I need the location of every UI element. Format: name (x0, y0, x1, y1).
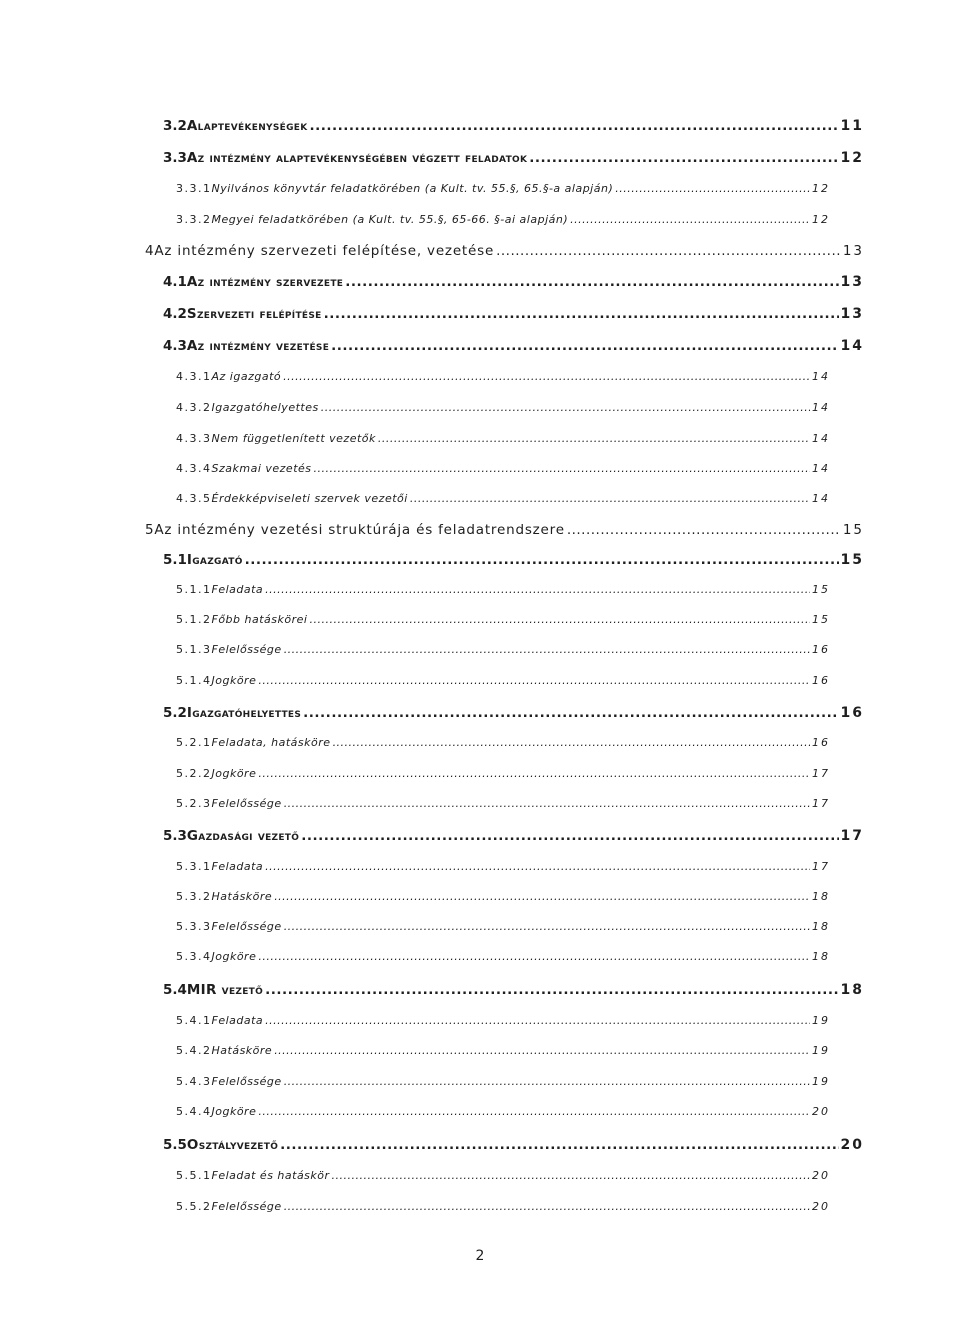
toc-title: Jogköre (211, 950, 257, 963)
toc-title: Az intézmény szervezete (186, 274, 344, 290)
toc-entry[interactable] (176, 1044, 830, 1057)
toc-number: 5.2.2 (176, 767, 212, 780)
toc-entry[interactable] (176, 1014, 830, 1027)
toc-entry[interactable] (176, 736, 830, 749)
toc-title: Az intézmény alaptevékenységében végzett feladatok (186, 150, 528, 166)
toc-leader (309, 118, 838, 134)
toc-title: Jogköre (211, 674, 257, 687)
toc-number: 5.1.4 (176, 674, 212, 687)
toc-entry[interactable] (176, 950, 830, 963)
toc-leader (245, 552, 839, 568)
toc-entry[interactable] (176, 860, 830, 873)
toc-page: 18 (812, 890, 830, 903)
toc-entry[interactable] (163, 1137, 864, 1153)
toc-entry[interactable] (163, 828, 864, 844)
toc-page: 15 (840, 552, 864, 568)
toc-page: 17 (840, 828, 864, 844)
toc-page: 14 (840, 338, 864, 354)
toc-entry[interactable] (176, 1105, 830, 1118)
toc-number: 5.2.3 (176, 797, 212, 810)
toc-title: Hatásköre (211, 890, 273, 903)
toc-page: 15 (842, 522, 864, 538)
toc-leader (324, 306, 839, 322)
toc-entry[interactable] (163, 118, 864, 134)
toc-page: 18 (812, 920, 830, 933)
toc-page: 19 (812, 1014, 830, 1027)
toc-title: Hatásköre (211, 1044, 273, 1057)
toc-leader (410, 492, 810, 505)
toc-title: Az igazgató (211, 370, 282, 383)
toc-number: 3.3 (163, 150, 187, 166)
toc-page: 17 (812, 797, 830, 810)
toc-page: 20 (812, 1169, 830, 1182)
toc-leader (274, 890, 810, 903)
toc-leader (274, 1044, 810, 1057)
toc-leader (332, 1169, 810, 1182)
toc-number: 5 (145, 522, 155, 538)
toc-number: 4.3 (163, 338, 187, 354)
toc-number: 4.3.2 (176, 401, 212, 414)
toc-page: 17 (812, 767, 830, 780)
toc-number: 5.4 (163, 982, 187, 998)
toc-entry[interactable] (176, 492, 830, 505)
toc-page: 20 (812, 1200, 830, 1213)
toc-number: 4.3.5 (176, 492, 212, 505)
toc-title: Feladata (211, 583, 264, 596)
toc-leader (258, 1105, 810, 1118)
toc-entry[interactable] (163, 150, 864, 166)
toc-number: 5.5 (163, 1137, 187, 1153)
toc-leader (333, 736, 810, 749)
toc-number: 5.2 (163, 705, 187, 721)
toc-entry[interactable] (176, 1169, 830, 1182)
toc-entry[interactable] (163, 306, 864, 322)
toc-page: 16 (840, 705, 864, 721)
toc-title: Nem függetlenített vezetők (211, 432, 376, 445)
toc-title: Az intézmény vezetése (186, 338, 330, 354)
toc-page: 19 (812, 1044, 830, 1057)
toc-title: Felelőssége (211, 797, 282, 810)
toc-number: 4 (145, 243, 155, 259)
toc-number: 5.1.3 (176, 643, 212, 656)
toc-page: 13 (842, 243, 864, 259)
toc-number: 3.2 (163, 118, 187, 134)
toc-page: 18 (840, 982, 864, 998)
toc-title: Felelőssége (211, 920, 282, 933)
toc-number: 4.3.3 (176, 432, 212, 445)
toc-entry[interactable] (163, 982, 864, 998)
toc-entry[interactable] (163, 274, 864, 290)
toc-leader (265, 982, 838, 998)
toc-leader (265, 583, 810, 596)
toc-number: 5.4.4 (176, 1105, 212, 1118)
toc-number: 5.4.1 (176, 1014, 212, 1027)
toc-page: 19 (812, 1075, 830, 1088)
toc-title: Nyilvános könyvtár feladatkörében (a Kult. tv. 55.§, 65.§-a alapján) (211, 182, 614, 195)
toc-title: Felelőssége (211, 1075, 282, 1088)
toc-page: 14 (812, 492, 830, 505)
toc-leader (309, 613, 810, 626)
toc-title: Feladata, hatásköre (211, 736, 331, 749)
toc-title: Feladat és hatáskör (211, 1169, 330, 1182)
toc-leader (615, 182, 810, 195)
toc-number: 4.2 (163, 306, 187, 322)
toc-leader (529, 150, 838, 166)
toc-title: Megyei feladatkörében (a Kult. tv. 55.§, 65-66. §-ai alapján) (211, 213, 569, 226)
toc-page: 17 (812, 860, 830, 873)
toc-leader (265, 860, 810, 873)
toc-leader (258, 767, 810, 780)
toc-leader (280, 1137, 838, 1153)
toc-title: Szervezeti felépítése (186, 306, 322, 322)
toc-title: Feladata (211, 860, 264, 873)
toc-leader (258, 950, 810, 963)
toc-page: 16 (812, 736, 830, 749)
toc-number: 4.1 (163, 274, 187, 290)
toc-leader (284, 643, 810, 656)
toc-leader (284, 920, 810, 933)
toc-title: Érdekképviseleti szervek vezetői (211, 492, 408, 505)
toc-title: Az intézmény vezetési struktúrája és feladatrendszere (154, 522, 565, 538)
toc-entry[interactable] (163, 338, 864, 354)
toc-title: Felelőssége (211, 1200, 282, 1213)
toc-leader (301, 828, 838, 844)
toc-leader (265, 1014, 810, 1027)
toc-entry[interactable] (176, 370, 830, 383)
toc-leader (283, 370, 810, 383)
toc-title: Igazgatóhelyettes (211, 401, 319, 414)
toc-number: 5.1.1 (176, 583, 212, 596)
toc-entry[interactable] (176, 401, 830, 414)
toc-title: Igazgatóhelyettes (186, 705, 302, 721)
toc-title: Gazdasági vezető (186, 828, 300, 844)
toc-page: 12 (840, 150, 864, 166)
toc-title: Főbb hatáskörei (211, 613, 308, 626)
toc-title: Osztályvezető (186, 1137, 279, 1153)
toc-number: 4.3.4 (176, 462, 212, 475)
toc-entry[interactable] (176, 583, 830, 596)
toc-number: 3.3.2 (176, 213, 212, 226)
toc-page: 16 (812, 643, 830, 656)
toc-entry[interactable] (163, 705, 864, 721)
toc-page: 16 (812, 674, 830, 687)
toc-leader (284, 1200, 810, 1213)
toc-number: 5.1.2 (176, 613, 212, 626)
toc-page: 14 (812, 401, 830, 414)
toc-entry[interactable] (176, 797, 830, 810)
toc-title: Jogköre (211, 1105, 257, 1118)
toc-page: 14 (812, 462, 830, 475)
toc-page: 12 (812, 182, 830, 195)
toc-number: 5.1 (163, 552, 187, 568)
toc-number: 5.3 (163, 828, 187, 844)
toc-number: 5.5.2 (176, 1200, 212, 1213)
toc-number: 5.4.3 (176, 1075, 212, 1088)
toc-title: Szakmai vezetés (211, 462, 312, 475)
toc-leader (378, 432, 810, 445)
toc-leader (321, 401, 810, 414)
toc-title: Feladata (211, 1014, 264, 1027)
toc-number: 5.4.2 (176, 1044, 212, 1057)
toc-leader (570, 213, 810, 226)
toc-title: Jogköre (211, 767, 257, 780)
toc-entry[interactable] (176, 432, 830, 445)
toc-page: 13 (840, 306, 864, 322)
toc-title: Alaptevékenységek (186, 118, 308, 134)
toc-title: Az intézmény szervezeti felépítése, vezetése (154, 243, 495, 259)
toc-page: 20 (840, 1137, 864, 1153)
toc-leader (496, 243, 841, 259)
toc-entry[interactable] (145, 522, 864, 538)
page-number: 2 (475, 1248, 485, 1264)
toc-entry[interactable] (176, 1200, 830, 1213)
toc-number: 5.3.4 (176, 950, 212, 963)
toc-number: 3.3.1 (176, 182, 212, 195)
toc-leader (314, 462, 810, 475)
toc-entry[interactable] (176, 643, 830, 656)
toc-page: 15 (812, 583, 830, 596)
toc-number: 5.2.1 (176, 736, 212, 749)
toc-page: 11 (840, 118, 864, 134)
toc-leader (303, 705, 838, 721)
toc-entry[interactable] (176, 213, 830, 226)
toc-leader (567, 522, 841, 538)
toc-entry[interactable] (163, 552, 864, 568)
toc-entry[interactable] (176, 920, 830, 933)
toc-title: MIR vezető (186, 982, 264, 998)
toc-entry[interactable] (176, 1075, 830, 1088)
toc-page: 15 (812, 613, 830, 626)
toc-leader (284, 1075, 810, 1088)
toc-entry[interactable] (176, 182, 830, 195)
toc-leader (284, 797, 810, 810)
toc-number: 5.3.2 (176, 890, 212, 903)
toc-page: 18 (812, 950, 830, 963)
toc-number: 5.3.1 (176, 860, 212, 873)
toc-entry[interactable] (176, 613, 830, 626)
toc-page: 12 (812, 213, 830, 226)
toc-entry[interactable] (145, 243, 864, 259)
toc-number: 4.3.1 (176, 370, 212, 383)
toc-page: 20 (812, 1105, 830, 1118)
toc-page: 14 (812, 370, 830, 383)
toc-title: Felelőssége (211, 643, 282, 656)
toc-page: 14 (812, 432, 830, 445)
toc-page: 13 (840, 274, 864, 290)
toc-title: Igazgató (186, 552, 243, 568)
toc-leader (258, 674, 810, 687)
toc-number: 5.3.3 (176, 920, 212, 933)
toc-entry[interactable] (176, 674, 830, 687)
toc-entry[interactable] (176, 890, 830, 903)
toc-leader (345, 274, 838, 290)
toc-entry[interactable] (176, 462, 830, 475)
toc-entry[interactable] (176, 767, 830, 780)
toc-number: 5.5.1 (176, 1169, 212, 1182)
toc-leader (331, 338, 838, 354)
